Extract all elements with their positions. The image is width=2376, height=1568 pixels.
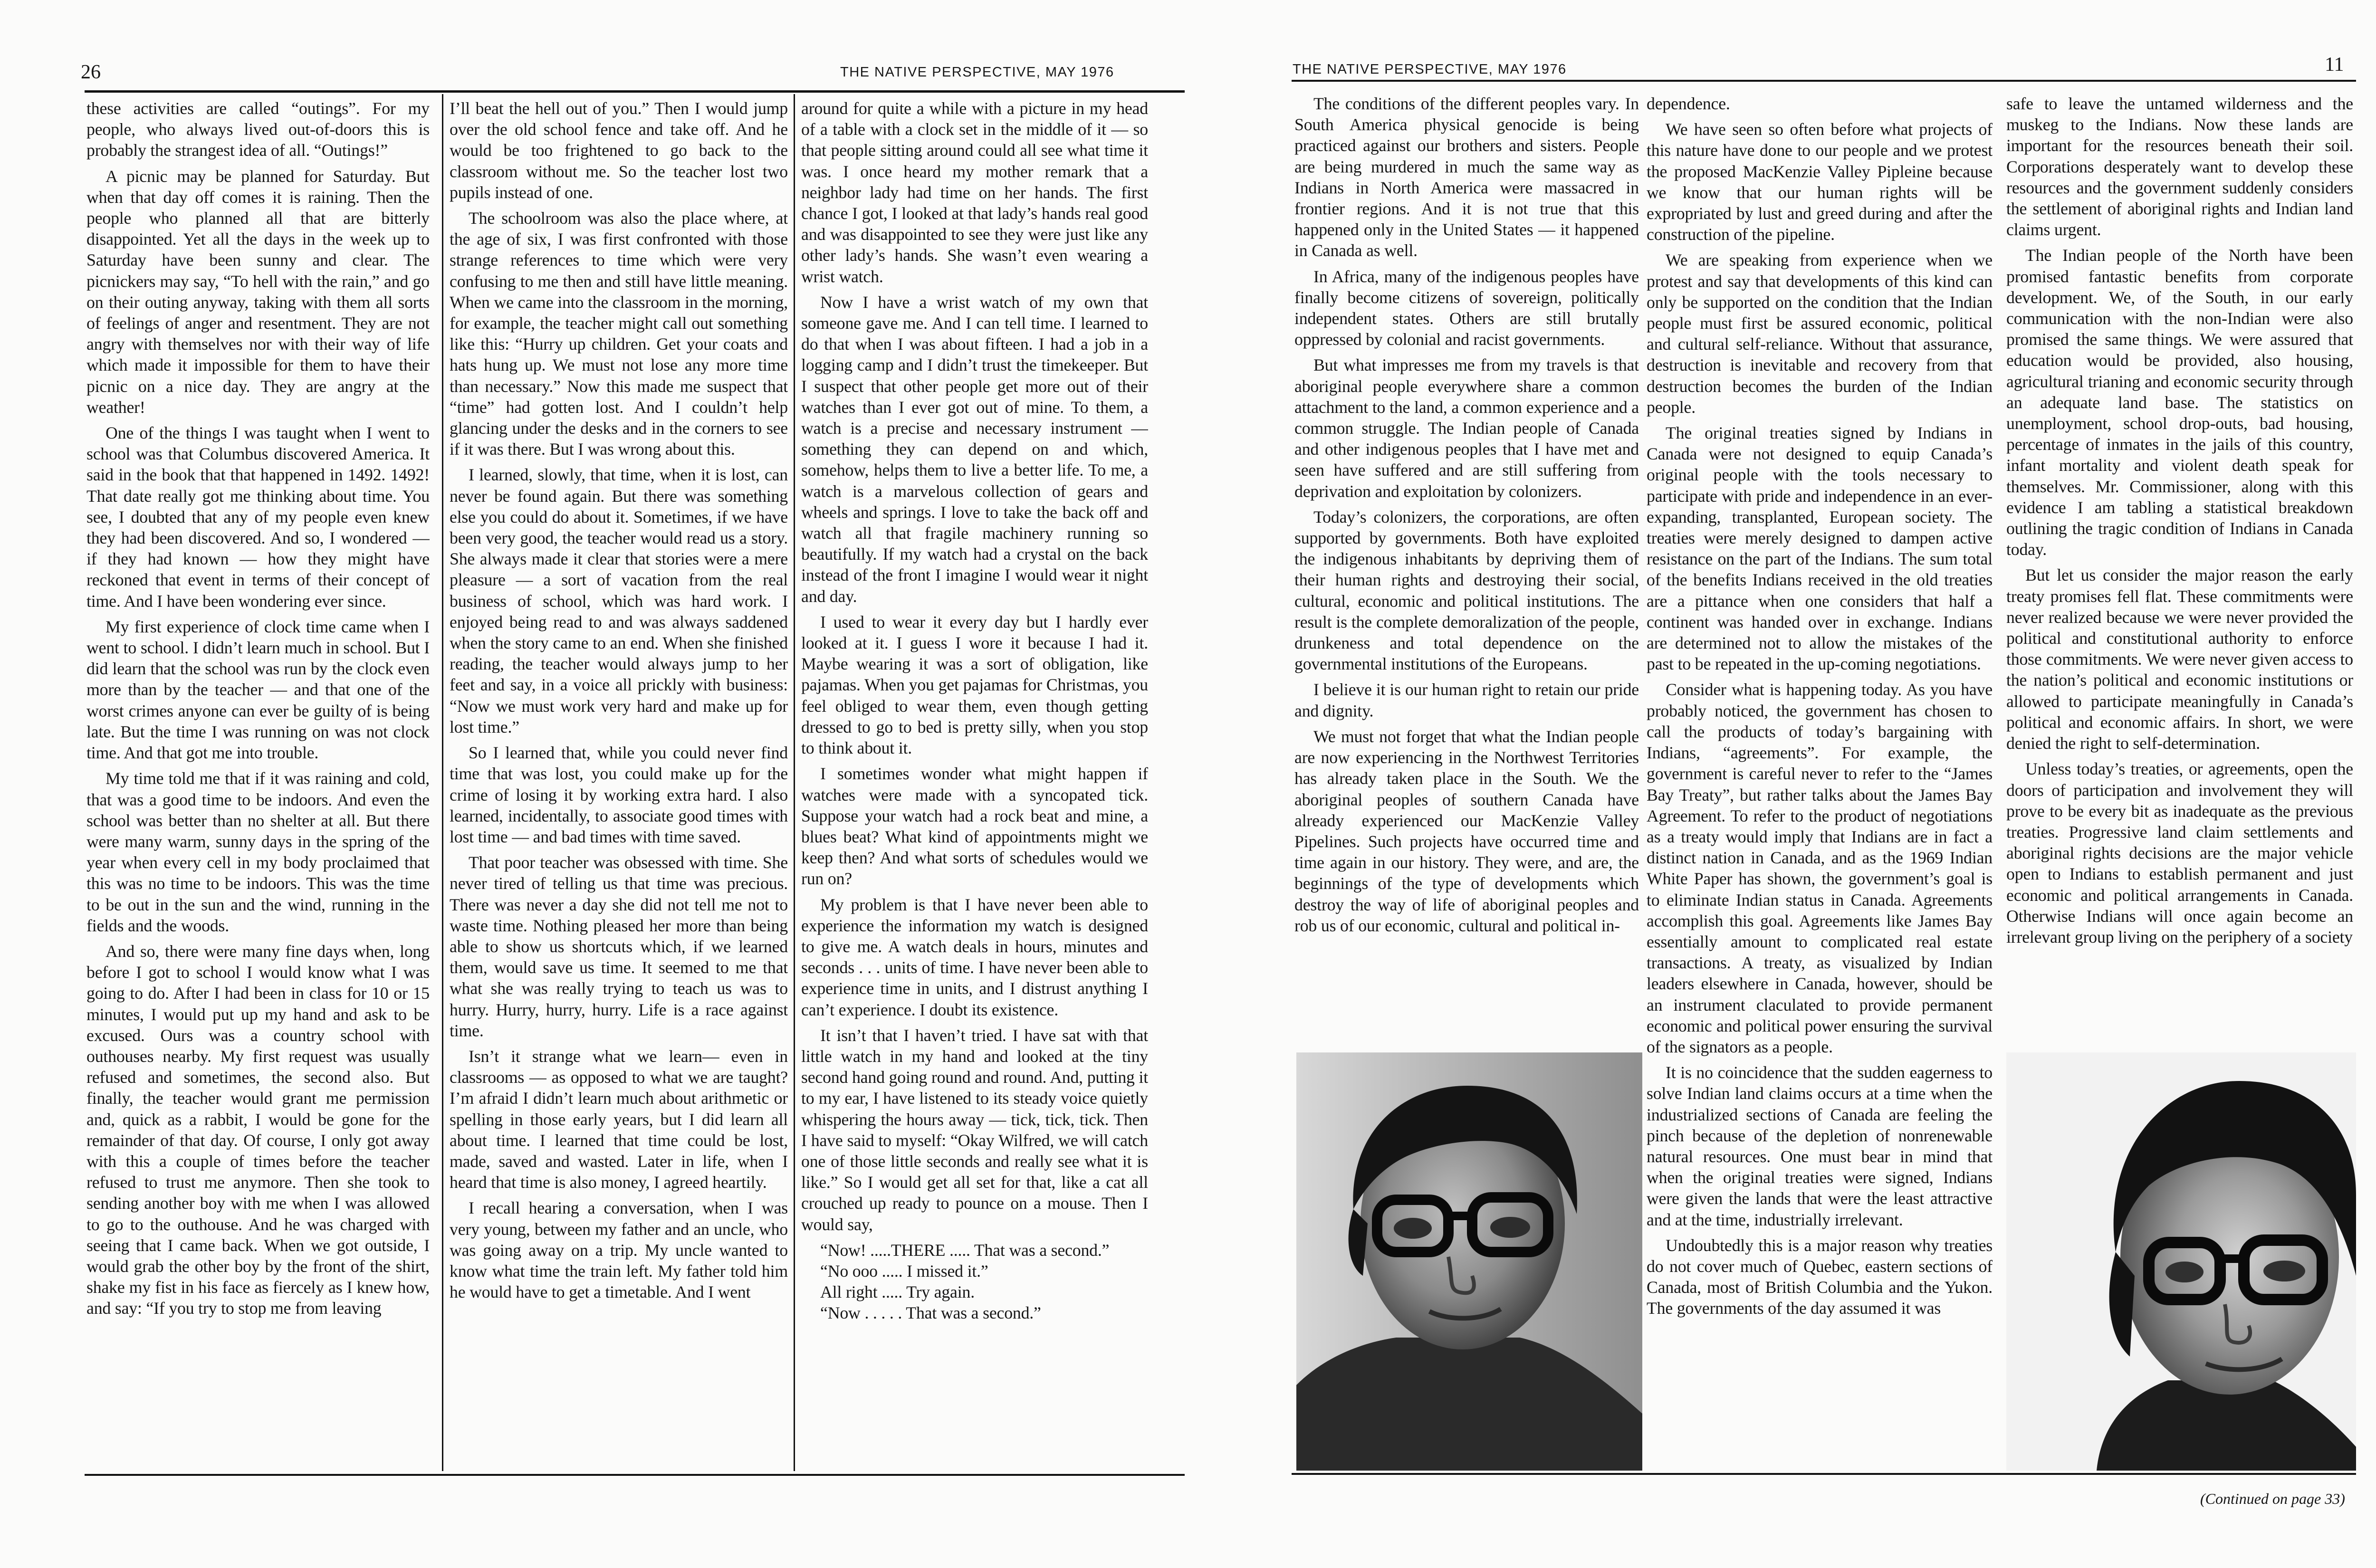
header-rule-left [85, 90, 1185, 93]
paragraph: these activities are called “outings”. For my people, who always lived out-of-doors this is probably the strangest idea of all. “Outings!” [86, 99, 430, 160]
paragraph: The schoolroom was also the place where, at the age of six, I was first confronted with those strange references to time which were very confusing to me then and still have little meaning. When we came into the classroom in the morning, for example, the teacher might call out something like this: “Hurry up children. Get your coats and hats hung up. We must not lose any more time than necessary.” Now this made me suspect that “time” had gotten lost. And I couldn’t help glancing under the desks and in the corners to see if it was there. But I was wrong about this. [450, 209, 788, 459]
dialogue-line: “Now . . . . . That was a second.” [820, 1303, 1041, 1323]
paragraph: My time told me that if it was raining and cold, that was a good time to be indoors. And even the school was better than no shelter at all. But there were many warm, sunny days in the spring of the year when every cell in my body proclaimed that this was no time to be indoors. This was the time to be out in the sun and the wind, running in the fields and the woods. [86, 769, 430, 935]
paragraph: And so, there were many fine days when, long before I got to school I would know what I was going to do. After I had been in class for 10 or 15 minutes, I would put up my hand and ask to be excused. Ours was a country school with outhouses nearby. My first request was usually refused and sometimes, the second also. But finally, the teacher would grant me permission and, quick as a rabbit, I would be gone for the remainder of that day. Of course, I only got away with this a couple of times before the teacher refused to trust me anymore. Then she took to sending another boy with me when I was allowed to go to the outhouse. And he was charged with seeing that I came back. When we got outside, I would grab the other boy by the front of the shirt, shake my fist in his face as fiercely as I knew how, and say: “If you try to stop me from leaving [86, 941, 430, 1318]
paragraph: It is no coincidence that the sudden eagerness to solve Indian land claims occurs at a time when the industrialized sections of Canada are feeling the pinch because of the depletion of nonrenewable natural resources. One must bear in mind that when the original treaties were signed, Indians were given the lands that were the least attractive and at the time, industrially irrelevant. [1647, 1063, 1993, 1229]
paragraph: We must not forget that what the Indian people are now experiencing in the Northwest Territories has already taken place in the South. We the aboriginal peoples of southern Canada have already experienced our MacKenzie Valley Pipelines. Such projects have occurred time and time again in our history. They were, and are, the beginnings of the type of developments which destroy the way of life of aboriginal peoples and rob us of our economic, cultural and political in- [1294, 727, 1639, 935]
paragraph: Isn’t it strange what we learn— even in classrooms — as opposed to what we are taught? I’m afraid I didn’t learn much about arithmetic or spelling in those early years, but I did learn all about time. I learned that time could be lost, made, saved and wasted. Later in life, when I heard that time is also money, I agreed heartily. [450, 1046, 788, 1192]
paragraph: We have seen so often before what projects of this nature have done to our people and we protest the proposed MacKenzie Valley Pipleine because we know that our human rights will be expropriated by lust and greed during and after the construction of the pipeline. [1647, 120, 1993, 244]
paragraph: I recall hearing a conversation, when I was very young, between my father and an uncle, who was going away on a trip. My uncle wanted to know what time the train left. My father told him he would have to get a timetable. And I went [450, 1198, 788, 1302]
article-column-6 [2006, 93, 2353, 1043]
dialogue-line: “Now! .....THERE ..... That was a second.” [820, 1240, 1110, 1260]
paragraph: We are speaking from experience when we protest and say that developments of this kind can only be supported on the condition that the Indian people must first be assured economic, political and cultural self-reliance. Without that assurance, destruction is inevitable and recovery from that destruction becomes the burden of the Indian people. [1647, 250, 1993, 417]
running-head-left: THE NATIVE PERSPECTIVE, MAY 1976 [840, 65, 1114, 80]
footer-rule-left [85, 1474, 1185, 1476]
article-column-4 [1294, 93, 1639, 1043]
page-number-left: 26 [81, 61, 101, 83]
paragraph: I sometimes wonder what might happen if watches were made with a syncopated tick. Suppose your watch had a rock beat and mine, a blues beat? What kind of appointments might we keep then? And what sorts of schedules would we run on? [801, 764, 1148, 889]
continued-note: (Continued on page 33) [2200, 1490, 2345, 1507]
paragraph: That poor teacher was obsessed with time. She never tired of telling us that time was precious. There was never a day she did not tell me not to waste time. Nothing pleased her more than being able to show us shortcuts which, if we learned them, would save us time. It seemed to me that what she was really trying to teach us was to hurry. Hurry, hurry, hurry. Life is a race against time. [450, 853, 788, 1040]
right-page [1212, 0, 2376, 1568]
column-divider [794, 94, 795, 1471]
dialogue-line: “No ooo ..... I missed it.” [820, 1261, 988, 1281]
paragraph: But let us consider the major reason the early treaty promises fell flat. These commitments were never realized because we were never provided the political and constitutional authority to enforce those commitments. We were never given access to the nation’s political and economic institutions or allowed to participate meaningfully in Canada’s political and economic affairs. In short, we were denied the right to self-determination. [2006, 565, 2353, 753]
article-column-3 [801, 98, 1148, 1472]
article-column-2 [450, 98, 788, 1472]
article-column-5 [1647, 93, 1993, 1471]
paragraph: safe to leave the untamed wilderness and the muskeg to the Indians. Now these lands are important for the resources beneath their soil. Corporations desperately want to develop these resources and the government suddenly considers the settlement of aboriginal rights and Indian land claims urgent. [2006, 94, 2353, 239]
page-number-right: 11 [2325, 54, 2344, 76]
column-divider [442, 94, 443, 1471]
dialogue-line: All right ..... Try again. [820, 1282, 975, 1302]
paragraph: In Africa, many of the indigenous peoples have finally become citizens of sovereign, politically independent states. Others are still brutally oppressed by colonial and racist governments. [1294, 267, 1639, 349]
paragraph: The conditions of the different peoples vary. In South America physical genocide is being practiced against our brothers and sisters. People are being murdered in much the same way as Indians in North America were massacred in frontier regions. And it is not true that this happened only in the United States — it happened in Canada as well. [1294, 94, 1639, 260]
paragraph: Today’s colonizers, the corporations, are often supported by governments. Both have exploited the indigenous inhabitants by depriving them of their human rights and destroying their social, cultural, economic and political institutions. The result is the complete demoralization of the people, drunkeness and total dependence on the governmental institutions of the Europeans. [1294, 507, 1639, 674]
portrait-photo [1296, 1052, 1642, 1471]
paragraph: One of the things I was taught when I went to school was that Columbus discovered America. It said in the book that that happened in 1492. 1492! That date really got me thinking about time. You see, I doubted that any of my people even knew they had been discovered. And so, I wondered — if they had known — how they might have reckoned that event in terms of their concept of time. And I have been wondering ever since. [86, 423, 430, 611]
header-rule-right [1292, 80, 2356, 82]
paragraph: But what impresses me from my travels is that aboriginal people everywhere share a common attachment to the land, a common experience and a common struggle. The Indian people of Canada and other indigenous peoples that I have met and seen have suffered and are still suffering from deprivation and exploitation by colonizers. [1294, 355, 1639, 501]
paragraph: It isn’t that I haven’t tried. I have sat with that little watch in my hand and looked at the tiny second hand going round and round. And, putting it to my ear, I have listened to its steady voice quietly whispering the hours away — tick, tick, tick. Then I have said to myself: “Okay Wilfred, we will catch one of those little seconds and really see what it is like.” So I would get all set for that, like a cat all crouched up ready to pounce on a mouse. Then I would say, [801, 1025, 1148, 1234]
paragraph: My first experience of clock time came when I went to school. I didn’t learn much in school. But I did learn that the school was run by the clock even more than by the teacher — and that one of the worst crimes anyone can ever be guilty of is being late. But the time I was running on was not clock time. And that got me into trouble. [86, 617, 430, 763]
paragraph: Unless today’s treaties, or agreements, open the doors of participation and involvement they will prove to be every bit as inadequate as the previous treaties. Progressive land claim settlements and aboriginal rights decisions are the major vehicle open to Indians to establish permanent and just economic and political arrangements in Canada. Otherwise Indians will once again become an irrelevant group living on the periphery of a society [2006, 759, 2353, 947]
portrait-image [1296, 1052, 1642, 1471]
paragraph: I believe it is our human right to retain our pride and dignity. [1294, 680, 1639, 720]
article-column-1 [86, 98, 430, 1472]
paragraph: dependence. [1647, 94, 1730, 113]
paragraph: Now I have a wrist watch of my own that someone gave me. And I can tell time. I learned to do that when I was about fifteen. I had a job in a logging camp and I didn’t trust the timekeeper. But I suspect that other people get more out of their watches than I ever got out of mine. To them, a watch is a precise and necessary instrument — something they can depend on and which, somehow, helps them to live a better life. To me, a watch is a marvelous collection of gears and wheels and springs. I love to take the back off and watch all that fragile machinery running so beautifully. If my watch had a crystal on the back instead of the front I imagine I would wear it night and day. [801, 292, 1148, 606]
paragraph: I’ll beat the hell out of you.” Then I would jump over the old school fence and take off. And he would be too frightened to go back to the classroom without me. So the teacher lost two pupils instead of one. [450, 99, 788, 202]
portrait-image [2006, 1052, 2356, 1471]
paragraph: around for quite a while with a picture in my head of a table with a clock set in the middle of it — so that people sitting around could all see what time it was. I once heard my mother remark that a neighbor lady had time on her hands. The first chance I got, I looked at that lady’s hands real good and was disappointed to see they were just like any other lady’s hands. She wasn’t even wearing a wrist watch. [801, 99, 1148, 286]
paragraph: The original treaties signed by Indians in Canada were not designed to equip Canada’s original people with the tools necessary to participate with pride and independence in an ever-expanding, transplanted, European society. The treaties were merely designed to dampen active resistance on the part of the Indians. The sum total of the benefits Indians received in the old treaties are a pittance when one considers that half a continent was handed over in exchange. Indians are determined not to allow the mistakes of the past to be repeated in the up-coming negotiations. [1647, 423, 1993, 674]
portrait-photo [2006, 1052, 2356, 1471]
paragraph: Undoubtedly this is a major reason why treaties do not cover much of Quebec, eastern sections of Canada, most of British Columbia and the Yukon. The governments of the day assumed it was [1647, 1235, 1993, 1318]
paragraph: The Indian people of the North have been promised fantastic benefits from corporate development. We, of the South, in our early communication with the non-Indian were also promised the same things. We were assured that education would be provided, also housing, agricultural trianing and economic security through an adequate land base. The statistics on unemployment, school drop-outs, bad housing, percentage of inmates in the jails of this country, infant mortality and violent death speak for themselves. Mr. Commissioner, along with this evidence I am tabling a statistical breakdown outlining the tragic condition of Indians in Canada today. [2006, 246, 2353, 559]
footer-rule-right [1292, 1473, 2356, 1475]
paragraph: Consider what is happening today. As you have probably noticed, the government has chosen to call the products of today’s bargaining with Indians, “agreements”. For example, the government is careful never to refer to the “James Bay Treaty”, but rather talks about the James Bay Agreement. To refer to the product of negotiations as a treaty would imply that Indians are in fact a distinct nation in Canada, and as the 1969 Indian White Paper has shown, the government’s goal is to eliminate Indian status in Canada. Agreements accomplish this goal. Agreements like James Bay essentially amount to complicated real estate transactions. A treaty, as visualized by Indian leaders elsewhere in Canada, however, should be an instrument claculated to provide permanent economic and political power ensuring the survival of the signators as a people. [1647, 680, 1993, 1056]
running-head-right: THE NATIVE PERSPECTIVE, MAY 1976 [1293, 62, 1567, 77]
paragraph: I used to wear it every day but I hardly ever looked at it. I guess I wore it because I had it. Maybe wearing it was a sort of obligation, like pajamas. When you get pajamas for Christmas, you feel obliged to wear them, even though getting dressed to go to bed is pretty silly, when you stop to think about it. [801, 612, 1148, 758]
paragraph: A picnic may be planned for Saturday. But when that day off comes it is raining. Then the people who planned all that are bitterly disappointed. Yet all the days in the week up to Saturday have been sunny and clear. The picnickers may say, “To hell with the rain,” and go on their outing anyway, taking with them all sorts of feelings of anger and resentment. They are not angry with themselves nor with their way of life which made it impossible for them to have their picnic on a nice day. They are angry at the weather! [86, 166, 430, 417]
paragraph: My problem is that I have never been able to experience the information my watch is designed to give me. A watch deals in hours, minutes and seconds . . . units of time. I have never been able to experience time in units, and I distrust anything I can’t experience. I doubt its existence. [801, 895, 1148, 1019]
paragraph: So I learned that, while you could never find time that was lost, you could make up for the crime of losing it by working extra hard. I also learned, incidentally, to associate good times with lost time — and bad times with time saved. [450, 743, 788, 846]
paragraph: I learned, slowly, that time, when it is lost, can never be found again. But there was something else you could do about it. Sometimes, if we have been very good, the teacher would read us a story. She always made it clear that stories were a mere pleasure — a sort of vacation from the real business of school, which was hard work. I enjoyed being read to and was always saddened when the story came to an end. When she finished reading, the teacher would always jump to her feet and say, in a voice all prickly with business: “Now we must work very hard and make up for lost time.” [450, 465, 788, 736]
